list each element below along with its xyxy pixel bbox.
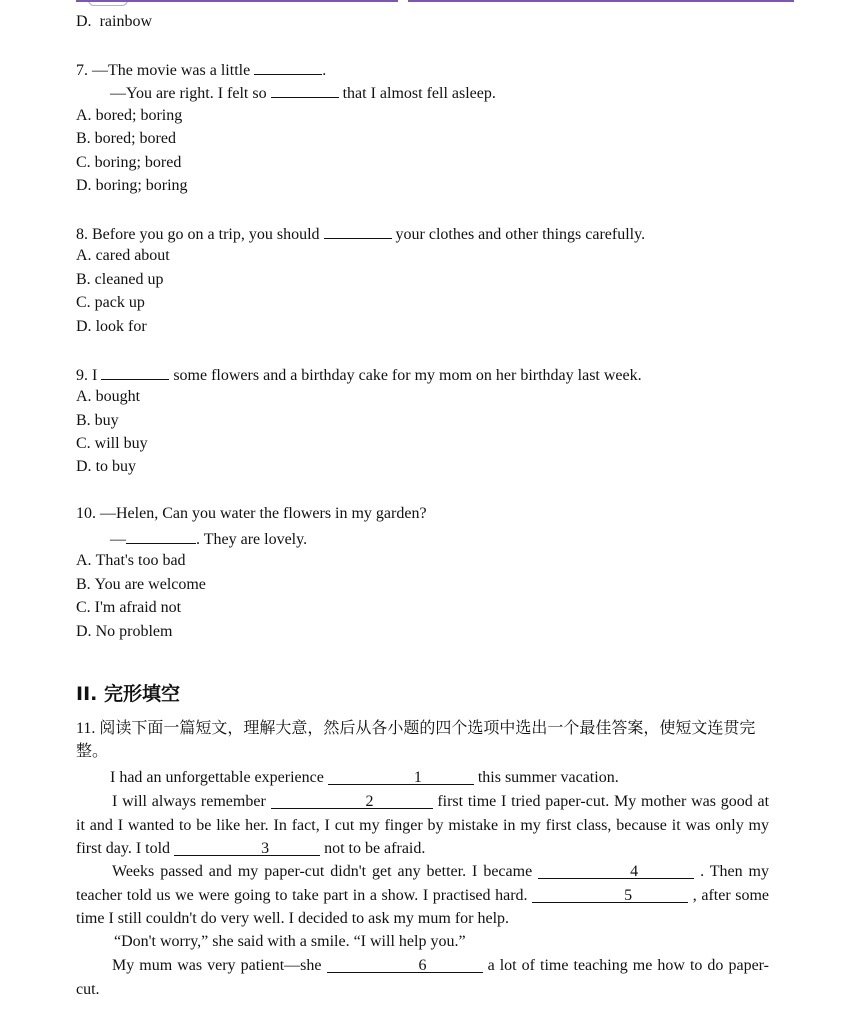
passage-text: , after some time I still couldn't do very well. I decided to ask my mum for help.	[76, 886, 770, 927]
section-heading: II. 完形填空	[76, 683, 180, 705]
q9-option-d[interactable]	[76, 457, 136, 477]
passage-paragraph-4	[76, 930, 769, 954]
answer-blank[interactable]	[126, 528, 196, 544]
header-rule-left	[76, 0, 398, 2]
question-text: your clothes and other things carefully.	[395, 226, 646, 243]
option-label: A.	[76, 552, 92, 569]
option-text: boring; bored	[94, 154, 182, 171]
cloze-blank-6[interactable]: 6	[327, 957, 483, 973]
q7-stem-line1	[76, 59, 326, 81]
q7-option-c[interactable]	[76, 153, 181, 173]
option-text: You are welcome	[94, 576, 206, 593]
q9-option-c[interactable]	[76, 434, 148, 454]
question-text: —The movie was a little	[92, 62, 251, 79]
passage-text: first time I tried paper-cut. My mother was good at it and I wanted to be like her. In fact, I cut my finger by mistake in my first class, because it was only my first day. I told	[76, 793, 770, 857]
passage-text: this summer vacation.	[477, 769, 619, 786]
passage-paragraph-5	[76, 954, 769, 1001]
q10-stem-line1	[76, 504, 427, 524]
option-label: B.	[76, 271, 91, 288]
q10-stem-line2	[110, 528, 307, 550]
option-label: D.	[76, 177, 92, 194]
cloze-blank-2[interactable]: 2	[271, 793, 433, 809]
option-text: boring; boring	[95, 177, 188, 194]
passage-text: “Don't worry,” she said with a smile. “I will help you.”	[114, 933, 466, 950]
option-text: to buy	[95, 458, 137, 475]
option-text: bought	[95, 388, 141, 405]
question-number: 11.	[76, 720, 96, 737]
question-text: .	[322, 62, 327, 79]
passage-text: I will always remember	[112, 793, 266, 810]
q8-option-d[interactable]	[76, 317, 147, 337]
question-text: some flowers and a birthday cake for my mom on her birthday last week.	[173, 367, 642, 384]
option-text: cared about	[95, 247, 170, 264]
question-text: I	[92, 367, 98, 384]
option-text: cleaned up	[94, 271, 164, 288]
option-label: B.	[76, 412, 91, 429]
passage-text: a lot of time teaching me how to do paper-cut.	[76, 957, 770, 998]
option-label: C.	[76, 435, 91, 452]
question-text: . They are lovely.	[196, 531, 308, 548]
option-label: D.	[76, 13, 92, 30]
q9-option-b[interactable]	[76, 411, 119, 431]
q9-stem	[76, 364, 642, 386]
option-text: will buy	[94, 435, 148, 452]
passage-text: I had an unforgettable experience	[110, 769, 324, 786]
option-text: bored; boring	[95, 107, 183, 124]
option-text: I'm afraid not	[94, 599, 182, 616]
option-text: No problem	[95, 623, 173, 640]
question-text: that I almost fell asleep.	[342, 85, 496, 102]
answer-blank[interactable]	[324, 223, 392, 239]
q7-stem-line2	[110, 82, 496, 104]
option-text: pack up	[94, 294, 145, 311]
question-number: 9.	[76, 367, 88, 384]
option-label: A.	[76, 388, 92, 405]
option-text: buy	[94, 412, 119, 429]
passage-text: My mum was very patient—she	[112, 957, 322, 974]
passage-paragraph-3	[76, 860, 769, 931]
answer-blank[interactable]	[101, 364, 169, 380]
answer-blank[interactable]	[271, 82, 339, 98]
q7-option-a[interactable]	[76, 106, 182, 126]
q10-option-b[interactable]	[76, 575, 206, 595]
q8-option-c[interactable]	[76, 293, 145, 313]
option-label: C.	[76, 154, 91, 171]
option-text: That's too bad	[95, 552, 186, 569]
option-text: look for	[95, 318, 147, 335]
header-rule-right	[408, 0, 794, 2]
cloze-blank-1[interactable]: 1	[328, 769, 474, 785]
q11-instruction	[76, 717, 769, 763]
option-label: A.	[76, 107, 92, 124]
q9-option-a[interactable]	[76, 387, 140, 407]
question-text: —Helen, Can you water the flowers in my garden?	[100, 505, 427, 522]
q10-option-c[interactable]	[76, 598, 181, 618]
answer-blank[interactable]	[254, 59, 322, 75]
option-label: A.	[76, 247, 92, 264]
passage-text: Weeks passed and my paper-cut didn't get any better. I became	[112, 863, 533, 880]
option-label: B.	[76, 576, 91, 593]
cloze-blank-4[interactable]: 4	[538, 863, 694, 879]
question-text: Before you go on a trip, you should	[92, 226, 320, 243]
option-label: B.	[76, 130, 91, 147]
question-text: —You are right. I felt so	[110, 85, 267, 102]
passage-text: . Then my teacher told us we were going to take part in a show. I practised hard.	[76, 863, 770, 904]
question-number: 10.	[76, 505, 96, 522]
cloze-blank-3[interactable]: 3	[174, 840, 320, 856]
passage-paragraph-1	[76, 766, 769, 790]
q8-option-a[interactable]	[76, 246, 170, 266]
option-text: rainbow	[99, 13, 152, 30]
option-label: C.	[76, 599, 91, 616]
cloze-blank-5[interactable]: 5	[532, 887, 688, 903]
q8-stem	[76, 223, 645, 245]
option-label: D.	[76, 458, 92, 475]
passage-text: not to be afraid.	[324, 840, 426, 857]
option-label: D.	[76, 623, 92, 640]
question-number: 7.	[76, 62, 88, 79]
q10-option-d[interactable]	[76, 622, 172, 642]
q8-option-b[interactable]	[76, 270, 164, 290]
option-label: C.	[76, 294, 91, 311]
q7-option-b[interactable]	[76, 129, 176, 149]
passage-paragraph-2	[76, 790, 769, 861]
instruction-text: 阅读下面一篇短文，理解大意，然后从各小题的四个选项中选出一个最佳答案，使短文连贯完整。	[76, 720, 756, 760]
question-number: 8.	[76, 226, 88, 243]
q6-option-d	[76, 12, 152, 32]
q10-option-a[interactable]	[76, 551, 186, 571]
option-label: D.	[76, 318, 92, 335]
question-text: —	[110, 531, 126, 548]
option-text: bored; bored	[94, 130, 176, 147]
q7-option-d[interactable]	[76, 176, 188, 196]
